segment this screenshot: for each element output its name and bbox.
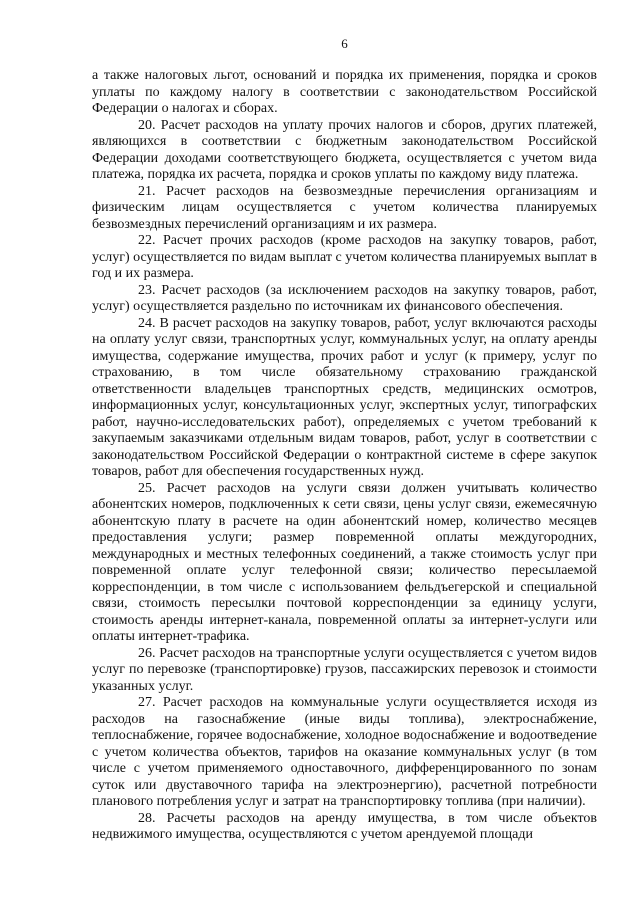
paragraph-25: 25. Расчет расходов на услуги связи должен учитывать количество абонентских номеров, подключенных к сети связи, цены услуг связи, ежемесячную абонентскую плату в расчете на один абонентский номер, количество месяцев предоставления услуги; размер повременной оплаты междугородних, международных и местных телефонных соединений, а также стоимость услуг при повременной оплате услуг телефонной связи; количество пересылаемой корреспонденции, в том числе с использованием фельдъегерской и специальной связи, стоимость пересылки почтовой корреспонденции за единицу услуги, стоимость аренды интернет-канала, повременной оплаты за интернет-услуги или оплаты интернет-трафика. — [92, 480, 597, 644]
paragraph-24: 24. В расчет расходов на закупку товаров, работ, услуг включаются расходы на оплату услуг связи, транспортных услуг, коммунальных услуг, на оплату аренды имущества, содержание имущества, прочих работ и услуг (к примеру, услуг по страхованию, в том числе обязательному страхованию гражданской ответственности владельцев транспортных средств, медицинских осмотров, информационных услуг, консультационных услуг, экспертных услуг, типографских работ, научно-исследовательских работ), определяемых с учетом требований к закупаемым заказчиками отдельным видам товаров, работ, услуг в соответствии с законодательством Российской Федерации о контрактной системе в сфере закупок товаров, работ для обеспечения государственных нужд. — [92, 315, 597, 479]
paragraph-28: 28. Расчеты расходов на аренду имущества, в том числе объектов недвижимого имущества, осуществляются с учетом арендуемой площади — [92, 810, 597, 842]
paragraph-27: 27. Расчет расходов на коммунальные услуги осуществляется исходя из расходов на газоснабжение (иные виды топлива), электроснабжение, теплоснабжение, горячее водоснабжение, холодное водоснабжение и водоотведение с учетом количества объектов, тарифов на оказание коммунальных услуг (в том числе с учетом применяемого одноставочного, дифференцированного по зонам суток или двуставочного тарифа на электроэнергию), расчетной потребности планового потребления услуг и затрат на транспортировку топлива (при наличии). — [92, 695, 597, 809]
document-body — [92, 68, 597, 844]
paragraph-continuation: а также налоговых льгот, оснований и порядка их применения, порядка и сроков уплаты по каждому налогу в соответствии с законодательством Российской Федерации о налогах и сборах. — [92, 68, 597, 116]
paragraph-23: 23. Расчет расходов (за исключением расходов на закупку товаров, работ, услуг) осуществляется раздельно по источникам их финансового обеспечения. — [92, 282, 597, 314]
paragraph-26: 26. Расчет расходов на транспортные услуги осуществляется с учетом видов услуг по перевозке (транспортировке) грузов, пассажирских перевозок и стоимости указанных услуг. — [92, 645, 597, 694]
page-number: 6 — [341, 36, 348, 51]
paragraph-22: 22. Расчет прочих расходов (кроме расходов на закупку товаров, работ, услуг) осуществляется по видам выплат с учетом количества планируемых выплат в год и их размера. — [92, 233, 597, 281]
paragraph-21: 21. Расчет расходов на безвозмездные перечисления организациям и физическим лицам осуществляется с учетом количества планируемых безвозмездных перечислений организациям и их размера. — [92, 183, 597, 232]
paragraph-20: 20. Расчет расходов на уплату прочих налогов и сборов, других платежей, являющихся в соответствии с бюджетным законодательством Российской Федерации доходами соответствующего бюджета, осуществляется с учетом вида платежа, порядка их расчета, порядка и сроков уплаты по каждому виду платежа. — [92, 117, 597, 182]
